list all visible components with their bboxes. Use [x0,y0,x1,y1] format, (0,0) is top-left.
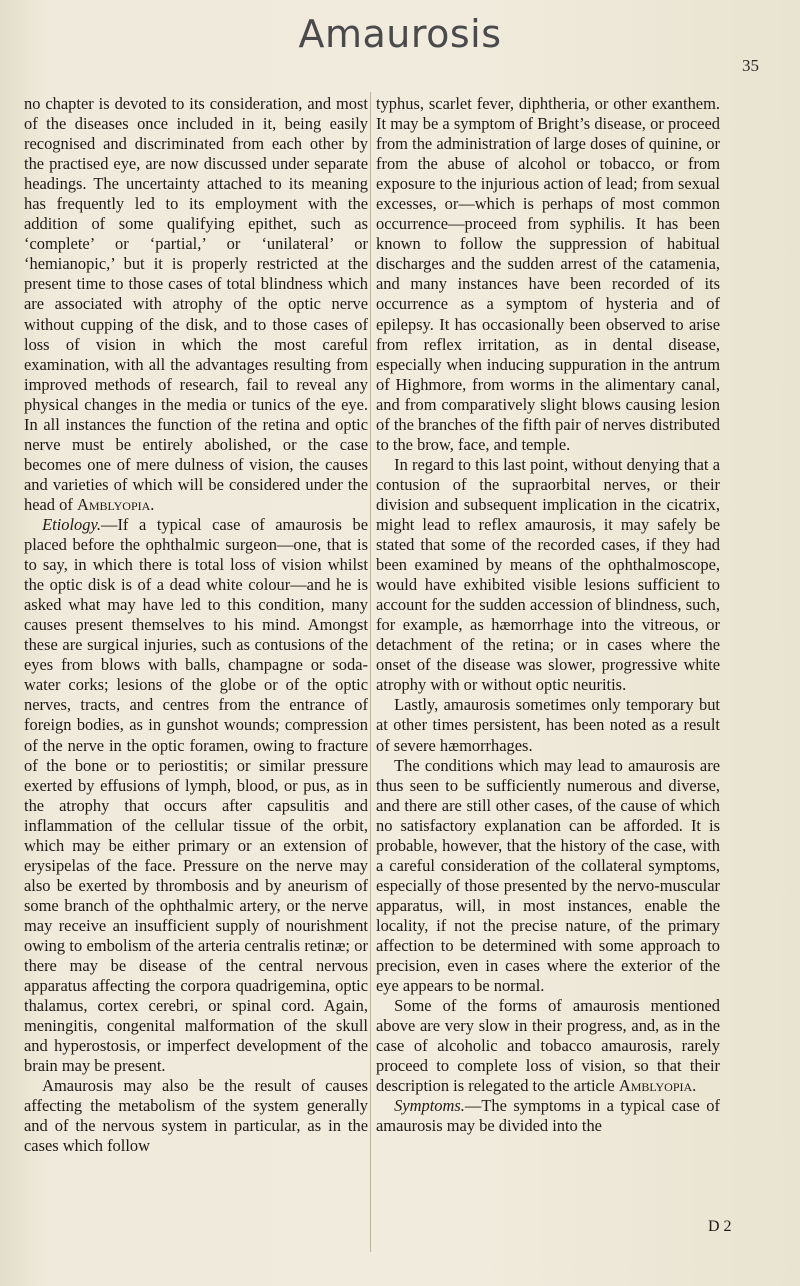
paragraph-text: —If a typical case of amaurosis be placed before the ophthalmic surgeon—one, that is to say, in which there is total loss of vision whilst the optic disk is of a dead white colour—and he is asked what may have led to this condition, many causes present themselves to his mind. Amongst these are surgical injuries, such as contusions of the eyes from blows with balls, champagne or soda-water corks; lesions of the globe or of the optic nerves, tracts, and centres from the entrance of foreign bodies, as in gunshot wounds; compression of the nerve in the optic foramen, owing to fracture of the bone or to periostitis; or similar pressure exerted by effusions of lymph, blood, or pus, as in the atrophy that occurs after capsulitis and inflammation of the cellular tissue of the orbit, which may be either primary or an extension of erysipelas of the face. Pressure on the nerve may also be exerted by thrombosis and by aneurism of some branch of the ophthalmic artery, or the nerve may receive an insufficient supply of nourishment owing to embolism of the arteria centralis retinæ; or there may be disease of the central nervous apparatus affecting the corpora quadrigemina, optic thalamus, cortex cerebri, or spinal cord. Again, meningitis, congenital malformation of the skull and hyperostosis, or imperfect development of the brain may be present. [24,514,368,1076]
page-title: Amaurosis [298,12,502,56]
paragraph [376,996,720,1096]
running-head [0,0,800,75]
signature-mark: D 2 [708,1218,732,1235]
paragraph [376,455,720,696]
paragraph-text: The conditions which may lead to amaurosis are thus seen to be sufficiently numerous and diverse, and there are still other cases, of the cause of which no satisfactory explanation can be afforded. It is probable, however, that the history of the case, with a careful consideration of the collateral symptoms, especially of those presented by the nervo-muscular apparatus, will, in most instances, enable the locality, if not the precise nature, of the primary affection to be determined with some approach to precision, even in cases where the exterior of the eye appears to be normal. [376,755,720,996]
paragraph [376,695,720,755]
paragraph-text: no chapter is devoted to its consideration, and most of the diseases once included in it, being easily recognised and discriminated from each other by the practised eye, are now discussed under separate headings. The uncertainty attached to its meaning has frequently led to its employment with the addition of some qualifying epithet, such as ‘complete’ or ‘partial,’ or ‘unilateral’ or ‘hemianopic,’ but it is properly restricted at the present time to those cases of total blindness which are associated with atrophy of the optic nerve without cupping of the disk, and to those cases of loss of vision in which the most careful examination, with all the advantages resulting from improved methods of research, fail to reveal any physical changes in the media or tunics of the eye. In all instances the function of the retina and optic nerve must be entirely abolished, or the case becomes one of mere dulness of vision, the causes and varieties of which will be considered under the head of [24,94,368,514]
page-number: 35 [742,56,759,75]
paragraph-text: Lastly, amaurosis sometimes only temporary but at other times persistent, has been noted as a result of severe hæmorrhages. [376,695,720,755]
paragraph [24,94,368,515]
section-heading: Etiology. [42,514,101,534]
left-column [24,94,368,1156]
cross-reference: Amblyopia. [618,1076,697,1096]
paragraph-text: Some of the forms of amaurosis mentioned above are very slow in their progress, and, as in the case of alcoholic and tobacco amaurosis, rarely proceed to complete loss of vision, so that their description is relegated to the article [376,996,720,1096]
paragraph [376,94,720,455]
paragraph [376,756,720,997]
paragraph-text: In regard to this last point, without denying that a contusion of the supraorbital nerves, or their division and subsequent implication in the cicatrix, might lead to reflex amaurosis, it may safely be stated that some of the recorded cases, if they had been examined by means of the ophthalmoscope, would have exhibited visible lesions sufficient to account for the sudden accession of blindness, such, for example, as hæmorrhage into the vitreous, or detachment of the retina; or in cases where the onset of the disease was slower, progressive white atrophy with or without optic neuritis. [376,454,720,695]
paragraph-text: typhus, scarlet fever, diphtheria, or other exanthem. It may be a symptom of Bright’s disease, or proceed from the administration of large doses of quinine, or from the abuse of alcohol or tobacco, or from exposure to the injurious action of lead; from sexual excesses, or—which is perhaps of most common occurrence—proceed from syphilis. It has been known to follow the suppression of habitual discharges and the sudden arrest of the catamenia, and many instances have been recorded of its occurrence as a symptom of hysteria and of epilepsy. It has occasionally been observed to arise from reflex irritation, as in dental disease, especially when inducing suppuration in the antrum of Highmore, from worms in the alimentary canal, and from comparatively slight blows causing lesion of the branches of the fifth pair of nerves distributed to the brow, face, and temple. [376,94,720,454]
right-column [376,94,720,1136]
section-paragraph-etiology [24,515,368,1076]
paragraph-text: —The symptoms in a typical case of amaurosis may be divided into the [376,1096,720,1136]
column-divider [370,92,371,1252]
cross-reference: Amblyopia. [76,494,155,514]
section-paragraph-symptoms [376,1096,720,1136]
paragraph-text: Amaurosis may also be the result of causes affecting the metabolism of the system generally and of the nervous system in particular, as in the cases which follow [24,1076,368,1156]
section-heading: Symptoms. [394,1096,465,1116]
paragraph [24,1076,368,1156]
